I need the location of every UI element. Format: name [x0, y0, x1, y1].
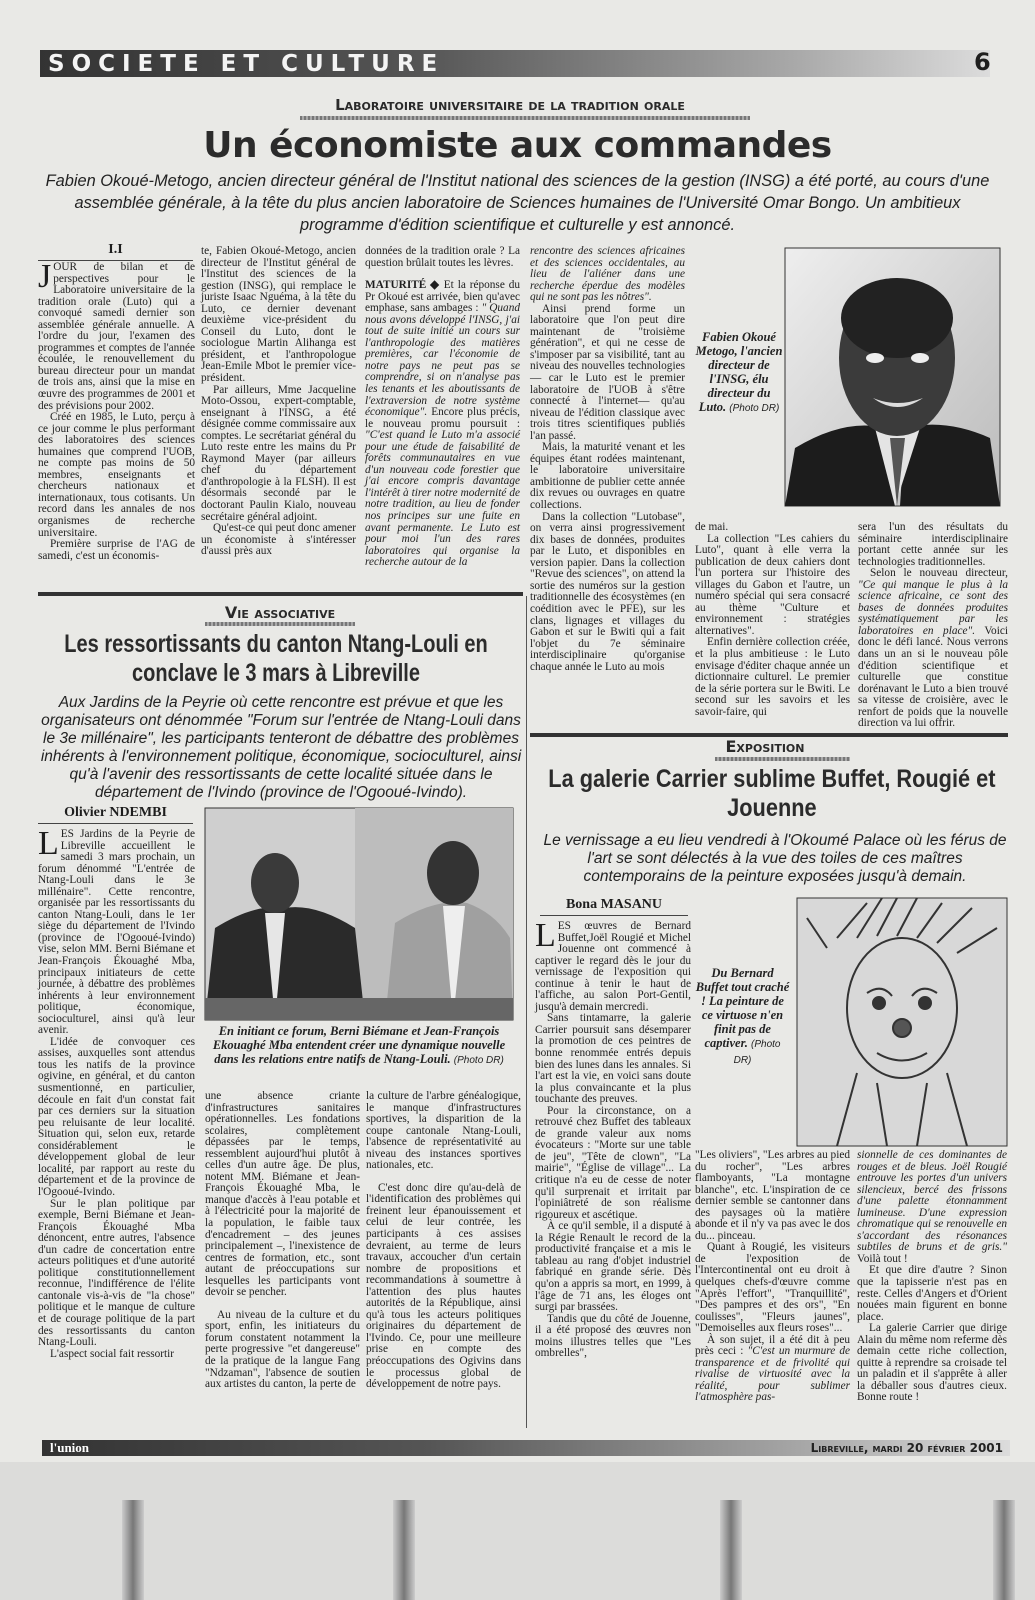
paragraph: [205, 1091, 360, 1299]
body-text: L'idée de convoquer ces assises, auxquelles sont attendus tous les natifs de la province ogivine, en général, et du canton susmentionné, en particulier, découle en fait d'un constat fait par ces derniers sur la situation peu reluisante de leur localité. Situation qui, selon eux, retarde considérablement le développement global de leur localité, par rapport au reste du département et de la province de l'Ogooué-Ivindo.: [38, 1035, 195, 1198]
paragraph: [695, 534, 850, 638]
body-text: La collection "Les cahiers du Luto", quant à elle verra la publication de deux cahiers dont l'un portera sur l'histoire des villages du Gabon et l'autre, un numéro spécial qui sera consacré au thème "Culture et environnement : stratégies alternatives".: [695, 532, 850, 637]
article3-byline: Bona MASANU: [540, 897, 688, 916]
body-text: Sans tintamarre, la galerie Carrier poursuit sans désemparer la promotion de ces peintres de bonne renommée entrés depuis bien des lunes dans les annales. Si l'art est la vie, en voici sans doute la plus convaincante et la plus touchante des preuves.: [535, 1012, 691, 1106]
article1-byline: I.I: [38, 242, 193, 261]
quote-text: "C'est quand le Luto m'a associé pour une étude de faisabilité de forêts communautaires en vue d'un nouveau code forestier que j'ai encore compris davantage l'intérêt à tirer notre modernité de notre tradition, au lieu de fonder nos principes sur une fuite en avant permanente. Le Luto est pour moi l'un des rares laboratoires qui organise la recherche autour de la: [365, 429, 520, 569]
paragraph: [201, 246, 356, 385]
paragraph: [695, 1335, 850, 1404]
article1-column-1: [38, 258, 195, 587]
paragraph: [38, 412, 195, 539]
body-text: Voilà tout !: [857, 1252, 908, 1265]
kicker-underline: [715, 757, 850, 761]
section-title: SOCIETE ET CULTURE: [48, 51, 445, 77]
article3-photo-caption: [695, 966, 790, 1068]
body-text: de mai.: [695, 521, 729, 533]
scan-artifact: [393, 1500, 415, 1600]
scan-artifact: [720, 1500, 742, 1600]
body-text: Sur le plan politique par exemple, Berni Biémane et Jean-François Ékouaghé Mba dénoncent, entre autres, l'absence d'un cadre de concertation entre acteurs politiques et d'une autorité politique constitutionnellement reconnue, l'indifférence de l'élite cantonale vis-à-vis de "la chose" politique et le manque de culture et de courage politique de la part des ressortissants du canton Ntang-Louli.: [38, 1197, 195, 1349]
article3-kicker: Exposition: [725, 737, 805, 756]
body-text: Et que dire d'autre ? Sinon que la tapisserie n'est pas en reste. Celles d'Angers et d'Orient nouées main figurent en bonne place.: [857, 1264, 1007, 1323]
caption-text: Fabien Okoué Metogo, l'ancien directeur de l'INSG, élu directeur du Luto.: [695, 330, 783, 414]
quote-text: "C'est un murmure de transparence et de frivolité qui rivalise de virtuosité avec la réalité, pour sublimer l'atmosphère pas-: [695, 1345, 850, 1404]
body-text: La galerie Carrier que dirige Alain du même nom referme dès demain cette riche collection, quitte à reprendre sa croisade tel un paladin et il s'apprête à aller la déballer sous d'autres cieux. Bonne route !: [857, 1322, 1007, 1404]
body-text: Qu'est-ce qui peut donc amener un économiste à s'intéresser d'aussi près aux: [201, 522, 356, 558]
article2-headline: Les ressortissants du canton Ntang-Louli en conclave le 3 mars à Libreville: [64, 630, 488, 687]
paragraph: [38, 258, 195, 412]
photo-credit: (Photo DR): [453, 1055, 504, 1066]
photo-credit: (Photo DR): [729, 403, 780, 414]
body-text: Selon le nouveau directeur,: [870, 567, 1008, 580]
paragraph: [201, 385, 356, 524]
paragraph: [201, 523, 356, 558]
paragraph: [38, 539, 195, 562]
paragraph: [858, 568, 1008, 730]
body-text: "Les oliviers", "Les arbres au pied du rocher", "Les arbres flamboyants, "La montagne blanche", etc. L'inspiration de ce dernier semble se cantonner dans des paysages où la matière abonde et il n'y va pas avec le dos du... pinceau.: [695, 1149, 850, 1242]
paragraph: [857, 1323, 1007, 1404]
paragraph: [365, 246, 520, 269]
body-text: la culture de l'arbre généalogique, le manque d'infrastructures sportives, la disparition de la coupe cantonale Ntang-Louli, l'absence de représentativité au niveau des instances sportives nationales, etc.: [366, 1090, 521, 1172]
kicker-underline: [300, 116, 750, 120]
paragraph: [38, 1199, 195, 1349]
paragraph: [857, 1265, 1007, 1323]
quote-text: sionnelle de ces dominantes de rouges et de bleus. Joël Rougié entrouve les portes d'un univers silencieux, bercé des frissons d'une palette étonnamment lumineuse. D'une expression chromatique qui se renouvelle en s'accordant des résonances subtiles de bruns et de gris.": [857, 1149, 1007, 1254]
body-text: sera l'un des résultats du séminaire interdisciplinaire portant cette année sur les technologies traditionnelles.: [858, 521, 1008, 568]
article3-column-2: [695, 1150, 850, 1428]
body-text: Au niveau de la culture et du sport, enfin, les initiateurs du forum constatent notamment la perte progressive "et dangereuse" de la pratique de la langue Fang "Ndzaman", l'absence de soutien aux artistes du canton, la perte de: [205, 1308, 360, 1391]
scan-artifact: [122, 1500, 144, 1600]
paragraph: [535, 1106, 691, 1221]
article2-photo-caption: [205, 1024, 513, 1068]
clown-painting: [797, 898, 1007, 1146]
article1-column-4: [530, 246, 685, 702]
kicker-underline: [205, 622, 355, 626]
body-text: À son sujet, il a été dit à peu près ceci :: [695, 1333, 850, 1358]
body-text: L'aspect social fait ressortir: [50, 1347, 175, 1360]
article1-column-3: [365, 246, 520, 586]
article2-column-3: [366, 1091, 521, 1428]
body-text: Créé en 1985, le Luto, perçu à ce jour comme le plus performant des laboratoires des sciences humaines que comprend l'UOB, ne compte pas moins de 50 membres, enseignants et chercheurs nationaux et internationaux, tous cotisants. Un record dans les annales de nos organismes de recherche universitaire.: [38, 411, 195, 539]
article1-deck: Fabien Okoué-Metogo, ancien directeur général de l'Institut national des sciences de la gestion (INSG) a été porté, au cours d'une assemblée générale, à la tête du plus ancien laboratoire de Sciences humaines de l'Université Omar Bongo. Un ambitieux programme d'édition scientifique et culturelle y est annoncé.: [45, 172, 990, 234]
article3-headline: La galerie Carrier sublime Buffet, Rougié et Jouenne: [548, 765, 996, 822]
paragraph: [38, 1037, 195, 1199]
body-text: Pour la circonstance, on a retrouvé chez Buffet des tableaux de grande valeur aux noms évocateurs : "Morte sur une table de jeu", "Tête de clown", "La mairie", "Église de village"... La critique n'a eu de cesse de noter qu'il surprenait et irritait par l'opiniâtreté de son réalisme rigoureux et ascétique.: [535, 1104, 691, 1221]
article2-kicker: Vie associative: [224, 603, 336, 622]
body-text: ES Jardins de la Peyrie de Libreville accueillent le samedi 3 mars prochain, un forum dénommé "L'entrée de Ntang-Louli dans le 3e millénaire". Cette rencontre, organisée par les ressortissants du canton Ntang-Louli, dans le 1er siège du département de l'Ivindo (province de l'Ogooué-Ivindo) vise, selon MM. Berni Biémane et Jean-François Ékouaghé Mba, principaux initiateurs de cette journée, à débattre des problèmes inhérents à leur environnement politique, économique, socioculturel, ainsi qu'à leur avenir.: [38, 828, 195, 1037]
paragraph: [535, 1221, 691, 1313]
paragraph: [535, 1013, 691, 1105]
paragraph: [366, 1091, 521, 1172]
quote-text: " Quand nous avons développé l'INSG, j'ai tout de suite initié un cours sur l'anthropologie des matières premières, car l'économie de notre pays ne peut pas se comprendre, si on n'analyse pas les tenants et les aboutissants de l'extraversion de notre système économique".: [365, 302, 521, 419]
caption-text: En initiant ce forum, Berni Biémane et Jean-François Ekouaghé Mba entendent créer une dynamique nouvelle dans les relations entre natifs de Ntang-Louli.: [212, 1024, 506, 1066]
paragraph: [530, 304, 685, 443]
body-text: Quant à Rougié, les visiteurs de l'exposition de l'Intercontinental ont eu droit à quelques chefs-d'œuvre comme "Après l'effort", "Tranquillité", "Des pampres et des ors", "En coulisses", "Fleurs jaunes", "Demoiselles aux fleurs roses"...: [695, 1241, 850, 1335]
article3-column-1: [535, 917, 691, 1427]
paragraph: [858, 522, 1008, 568]
paragraph: [366, 1183, 521, 1391]
drop-cap: L: [535, 917, 556, 954]
paragraph: [205, 1310, 360, 1391]
paragraph: [695, 1242, 850, 1334]
portrait-photo: [785, 248, 1000, 506]
article2-column-1: [38, 825, 195, 1427]
body-text: OUR de bilan et de perspectives pour le Laboratoire universitaire de la tradition orale (Luto) qui a convoqué samedi dernier son assemblée générale annuelle. A l'ordre du jour, l'examen des programmes et comptes de l'année écoulée, le renouvellement du bureau directeur pour un mandat de trois ans, ainsi que la mise en œuvre des programmes de 2001 et des prévisions pour 2002.: [38, 261, 195, 412]
body-text: Tandis que du côté de Jouenne, il a été proposé des œuvres non moins illustres telles que "Les ombrelles",: [535, 1312, 691, 1360]
paragraph: [38, 825, 195, 1037]
paragraph: [530, 246, 685, 304]
paragraph: [365, 280, 520, 569]
paragraph: [38, 1349, 195, 1361]
paragraph: [530, 512, 685, 674]
column-rule: [526, 596, 527, 1428]
body-text: Mais, la maturité venant et les équipes étant rodées maintenant, le laboratoire universitaire ambitionne de publier cette année dix revues ou ouvrages en quatre collections.: [530, 441, 685, 512]
group-photo: [205, 808, 513, 1020]
body-text: Enfin dernière collection créée, et la plus ambitieuse : le Luto envisage d'éditer chaque année un dictionnaire culturel. Le premier de la série portera sur le Bwiti. Le second sur les savoirs et les savoir-faire, qui: [695, 636, 850, 718]
drop-cap: J: [38, 258, 52, 295]
subhead-text: MATURITÉ ◆: [365, 279, 444, 292]
article2-deck: Aux Jardins de la Peyrie où cette rencontre est prévue et que les organisateurs ont dénommée "Forum sur l'entrée de Ntang-Louli dans le 3e millénaire", les participants tenteront de débattre des problèmes inhérents à l'environnement politique, économique, socioculturel, ainsi qu'à l'avenir des ressortissants de cette localité située dans le département de l'Ivindo (province de l'Ogooué-Ivindo).: [40, 694, 522, 801]
article1-column-2: [201, 246, 356, 586]
section-divider: [38, 592, 523, 596]
body-text: une absence criante d'infrastructures sanitaires opérationnelles. Les fondations scolaires, complètement dépassées par le temps, ressemblent aujourd'hui plutôt à celles d'un autre âge. De plus, notent MM. Biémane et Jean-François Ékouaghé Mba, le manque d'accès à l'eau potable et à l'électricité pour la majorité de la population, le faible taux d'encadrement – des jeunes principalement –, l'inexistence de centres de formation, etc., sont autant de préoccupations sur lesquelles les participants vont devoir se pencher.: [205, 1090, 360, 1299]
article1-column-6: [858, 521, 1008, 730]
body-text: ES œuvres de Bernard Buffet,Joël Rougié et Michel Jouenne ont commencé à captiver le regard dès le jour du vernissage de l'exposition qui continue à tenir le haut de l'affiche, au salon Port-Gentil, jusqu'à demain mercredi.: [535, 920, 691, 1013]
article2-byline: Olivier NDEMBI: [38, 805, 193, 824]
article3-deck: Le vernissage a eu lieu vendredi à l'Okoumé Palace où les férus de l'art se sont délectés à la vue des toiles de ces maîtres contemporains de la peinture exposées jusqu'à demain.: [543, 832, 1007, 885]
scan-artifact: [993, 1500, 1015, 1600]
body-text: Encore plus précis, le nouveau promu poursuit :: [365, 406, 520, 430]
paragraph: [535, 1314, 691, 1360]
newspaper-name: l'union: [50, 1440, 90, 1455]
body-text: Ainsi prend forme un laboratoire que l'on peut dire maintenant de "troisième génération", et qui ne cesse de s'imposer par sa visibilité, tant au niveau des nouvelles technologies— car le Luto est le premier laboratoire de l'UOB à s'être connecté à l'internet— qu'au niveau de l'édition classique avec trois titres scientifiques publiés l'an passé.: [530, 302, 685, 442]
article1-column-5: [695, 521, 850, 718]
quote-text: rencontre des sciences africaines et des sciences occidentales, au lieu de l'aliéner dans une recherche éperdue des modèles qui ne sont pas les nôtres".: [530, 245, 685, 304]
body-text: Voici donc le défi lancé. Nous verrons dans un an si le nouveau pôle d'édition scientifique et culturelle que constitue dorénavant le Luto a bien trouvé sa vitesse de croisière, avec le renfort de poids que la nouvelle direction va lui offrir.: [858, 624, 1008, 730]
body-text: données de la tradition orale ? La question brûlait toutes les lèvres.: [365, 245, 520, 269]
article1-photo-caption: [693, 330, 785, 416]
photo-credit: (Photo DR): [733, 1039, 781, 1066]
scan-margin: [0, 1462, 1035, 1600]
article2-column-2: [205, 1091, 360, 1428]
body-text: Première surprise de l'AG de samedi, c'est un économis-: [38, 538, 195, 562]
body-text: Par ailleurs, Mme Jacqueline Moto-Ossou, expert-comptable, enseignant à l'INSG, a été désignée comme commissaire aux comptes. Le secrétariat général du Luto reste entre les mains du Pr Raymond Mayer (par ailleurs chef du département d'anthropologie à la FLSH). Il est désormais secondé par le doctorant Paulin Kialo, nouveau secrétaire général adjoint.: [201, 383, 356, 523]
paragraph: [530, 442, 685, 511]
body-text: C'est donc dire qu'au-delà de l'identification des problèmes qui freinent leur épanouissement et celui de leur contrée, les participants à ces assises devraient, au terme de leurs travaux, accoucher d'un certain nombre de propositions et recommandations à soumettre à l'attention des plus hautes autorités de la République, ainsi qu'à tous les acteurs politiques originaires du département de l'Ivindo. Ce, pour une meilleure prise en compte des préoccupations des Ogivins dans le processus global de développement de notre pays.: [366, 1181, 521, 1391]
body-text: Et la réponse du Pr Okoué est arrivée, bien qu'avec emphase, sans ambages :: [365, 279, 521, 315]
drop-cap: L: [38, 825, 59, 862]
body-text: te, Fabien Okoué-Metogo, ancien directeur de l'Institut général de l'Institut des sciences de la gestion (INSG), qui remplace le juriste Isaac Nguéma, à la tête du Luto, ce dernier devenant deuxième vice-président du Conseil du Luto, dont le sociologue Martin Alihanga est président, et l'anthropologue Jean-Emile Mbot le premier vice-président.: [201, 245, 356, 385]
body-text: Dans la collection "Lutobase", on verra ainsi progressivement dix bases de données, produites par le Luto, et disponibles en version papier. Dans la collection "Revue des sciences", on attend la sortie des numéros sur la gestion traditionnelle des écosystèmes (en coédition avec le PFE), sur les clans, lignages et villages du Gabon et sur le Bwiti qui a fait l'objet du 7e séminaire interdisciplinaire qu'organise chaque année le Luto au mois: [530, 510, 685, 673]
quote-text: "Ce qui manque le plus à la science africaine, ce sont des bases de données produites systématiquement par les laboratoires en place".: [858, 578, 1008, 637]
page-number: 6: [974, 48, 991, 76]
article1-kicker: Laboratoire universitaire de la tradition orale: [335, 96, 685, 114]
body-text: À ce qu'il semble, il a disputé à la Régie Renault le record de la productivité française et a mis le tableau au rang d'objet industriel fabriqué en grande série. Dès qu'on a appris sa mort, en 1999, à l'âge de 71 ans, les éloges ont surgi par brassées.: [535, 1220, 691, 1314]
paragraph: [695, 1150, 850, 1242]
paragraph: [695, 637, 850, 718]
dateline: Libreville, mardi 20 février 2001: [810, 1441, 1003, 1455]
article1-headline: Un économiste aux commandes: [203, 125, 832, 166]
paragraph: [535, 917, 691, 1013]
paragraph: [857, 1150, 1007, 1265]
caption-text: Du Bernard Buffet tout craché ! La peinture de ce virtuose n'en finit pas de captiver.: [695, 966, 790, 1050]
article3-column-3: [857, 1150, 1007, 1428]
